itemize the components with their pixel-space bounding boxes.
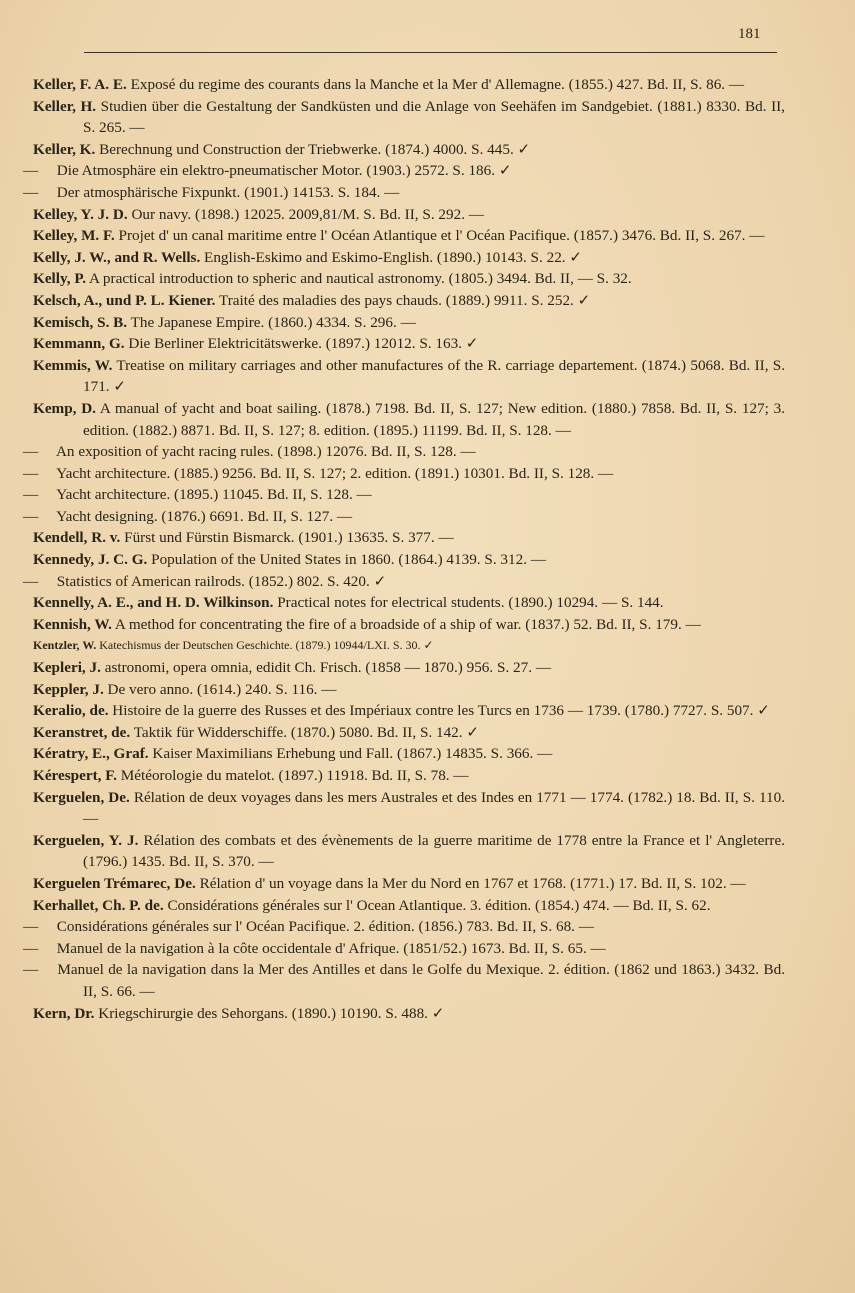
entry-text: Practical notes for electrical students. (1890.) 10294. — S. 144.	[277, 594, 664, 612]
entry-author: Keranstret, de.	[33, 723, 131, 741]
entry-author: Kemmis, W.	[33, 356, 113, 374]
entry-text: Exposé du regime des courants dans la Manche et la Mer d' Allemagne. (1855.) 427. Bd. II, S. 86. —	[130, 76, 745, 93]
entry-text: Météorologie du matelot. (1897.) 11918. Bd. II, S. 78. —	[120, 767, 469, 784]
entry-author: Kérespert, F.	[33, 767, 117, 784]
catalog-entry	[33, 635, 785, 657]
entry-text: Population of the United States in 1860. (1864.) 4139. S. 312. —	[151, 551, 546, 569]
catalog-entry	[33, 74, 785, 96]
catalog-entry	[33, 204, 785, 226]
catalog-entry	[33, 355, 785, 398]
entry-author: Kemisch, S. B.	[33, 313, 128, 331]
entry-text: A practical introduction to spheric and nautical astronomy. (1805.) 3494. Bd. II, — S. 32.	[89, 270, 632, 288]
entry-text: Treatise on military carriages and other manufactures of the R. carriage departement. (1874.) 5068. Bd. II, S. 171. ✓	[83, 356, 785, 396]
catalog-entry	[33, 657, 785, 679]
entry-text: English-Eskimo and Eskimo-English. (1890.) 10143. S. 22. ✓	[204, 248, 583, 266]
entry-text: Rélation des combats et des évènements de la guerre maritime de 1778 entre la France et l' Angleterre. (1796.) 1435. Bd. II, S. 370. —	[83, 831, 786, 871]
catalog-entry	[33, 333, 785, 355]
entry-author: Keller, H.	[33, 97, 97, 115]
entry-author: Kerhallet, Ch. P. de.	[33, 896, 164, 914]
catalog-entry: — Yacht architecture. (1895.) 11045. Bd. II, S. 128. —	[23, 486, 372, 504]
page-number: 181	[738, 26, 761, 42]
entry-author: Kelsch, A., und P. L. Kiener.	[33, 291, 216, 309]
entry-text: Taktik für Widderschiffe. (1870.) 5080. Bd. II, S. 142. ✓	[133, 723, 480, 741]
entry-author: Kelly, J. W., and R. Wells.	[33, 248, 201, 266]
entry-author: Kennish, W.	[33, 615, 112, 633]
entry-text: A manual of yacht and boat sailing. (1878.) 7198. Bd. II, S. 127; New edition. (1880.) 7858. Bd. II, S. 127; 3. edition. (1882.) 8871. Bd. II, S. 127; 8. edition. (1895.) 11199. Bd. II, S. 128. —	[83, 399, 786, 439]
entry-author: Kelley, Y. J. D.	[33, 205, 128, 223]
catalog-entry	[33, 398, 785, 441]
entry-text: Yacht architecture. (1895.) 11045. Bd. II, S. 128. —	[56, 486, 372, 504]
catalog-entry	[33, 700, 785, 722]
header-rule	[84, 52, 777, 53]
entry-author: Kerguelen Trémarec, De.	[33, 874, 196, 892]
entry-text: Yacht architecture. (1885.) 9256. Bd. II, S. 127; 2. edition. (1891.) 10301. Bd. II, S. 128. —	[56, 464, 614, 482]
entry-text: Yacht designing. (1876.) 6691. Bd. II, S. 127. —	[56, 507, 353, 525]
catalog-entry	[33, 614, 785, 636]
catalog-entry	[33, 225, 785, 247]
entry-text: De vero anno. (1614.) 240. S. 116. —	[107, 680, 337, 698]
catalog-entry	[33, 873, 785, 895]
entry-text: Die Berliner Elektricitätswerke. (1897.) 12012. S. 163. ✓	[128, 335, 479, 353]
catalog-entry	[33, 549, 785, 571]
entry-text: Kaiser Maximilians Erhebung und Fall. (1867.) 14835. S. 366. —	[152, 745, 553, 763]
entry-text: An exposition of yacht racing rules. (1898.) 12076. Bd. II, S. 128. —	[55, 443, 476, 461]
catalog-entry: — Manuel de la navigation à la côte occidentale d' Afrique. (1851/52.) 1673. Bd. II, S. 65. —	[23, 939, 606, 957]
entry-author: Kemp, D.	[33, 399, 96, 417]
entry-author: Kepleri, J.	[33, 659, 101, 677]
catalog-entry: — Yacht designing. (1876.) 6691. Bd. II, S. 127. —	[23, 507, 353, 525]
entry-text: Histoire de la guerre des Russes et des Impériaux contre les Turcs en 1736 — 1739. (1780.) 7727. S. 507. ✓	[112, 702, 770, 720]
entry-text: Our navy. (1898.) 12025. 2009,81/M. S. Bd. II, S. 292. —	[131, 205, 484, 223]
catalog-entry	[33, 312, 785, 334]
entry-author: Kerguelen, Y. J.	[33, 831, 139, 849]
entry-text: Statistics of American railrods. (1852.) 802. S. 420. ✓	[56, 572, 387, 590]
entry-text: The Japanese Empire. (1860.) 4334. S. 296. —	[130, 313, 416, 331]
catalog-entry	[33, 1003, 785, 1025]
catalog-entry	[33, 679, 785, 701]
entry-author: Kelley, M. F.	[33, 227, 115, 245]
entry-author: Keppler, J.	[33, 680, 104, 698]
entry-author: Kelly, P.	[33, 270, 87, 288]
catalog-entry	[33, 722, 785, 744]
entry-author: Kennelly, A. E., and H. D. Wilkinson.	[33, 594, 274, 612]
catalog-entry	[33, 290, 785, 312]
entry-text: Rélation de deux voyages dans les mers Australes et des Indes en 1771 — 1774. (1782.) 18. Bd. II, S. 110. —	[83, 788, 785, 828]
entry-text: Manuel de la navigation dans la Mer des Antilles et dans le Golfe du Mexique. 2. édition. (1862 und 1863.) 3432. Bd. II, S. 66. —	[57, 961, 786, 1000]
catalog-entries	[23, 74, 786, 1024]
entry-text: Projet d' un canal maritime entre l' Océan Atlantique et l' Océan Pacifique. (1857.) 3476. Bd. II, S. 267. —	[118, 227, 765, 245]
entry-text: Fürst und Fürstin Bismarck. (1901.) 13635. S. 377. —	[124, 529, 454, 547]
entry-author: Kennedy, J. C. G.	[33, 551, 148, 569]
catalog-entry: — Considérations générales sur l' Océan Pacifique. 2. édition. (1856.) 783. Bd. II, S. 68. —	[23, 918, 594, 936]
entry-text: Berechnung und Construction der Triebwerke. (1874.) 4000. S. 445. ✓	[99, 140, 531, 158]
entry-author: Kendell, R. v.	[33, 529, 121, 547]
catalog-entry	[33, 139, 785, 161]
catalog-entry: — Yacht architecture. (1885.) 9256. Bd. II, S. 127; 2. edition. (1891.) 10301. Bd. II, S. 128. —	[23, 464, 614, 482]
entry-text: astronomi, opera omnia, edidit Ch. Frisch. (1858 — 1870.) 956. S. 27. —	[104, 659, 552, 677]
entry-text: Considérations générales sur l' Ocean Atlantique. 3. édition. (1854.) 474. — Bd. II, S. 62.	[167, 896, 711, 914]
entry-text: Rélation d' un voyage dans la Mer du Nord en 1767 et 1768. (1771.) 17. Bd. II, S. 102. —	[199, 874, 746, 892]
entry-text: Considérations générales sur l' Océan Pacifique. 2. édition. (1856.) 783. Bd. II, S. 68. —	[56, 918, 594, 936]
entry-author: Kemmann, G.	[33, 335, 125, 353]
entry-author: Kerguelen, De.	[33, 788, 130, 806]
entry-text: Manuel de la navigation à la côte occidentale d' Afrique. (1851/52.) 1673. Bd. II, S. 65. —	[56, 939, 606, 957]
catalog-entry: — Die Atmosphäre ein elektro-pneumatischer Motor. (1903.) 2572. S. 186. ✓	[23, 162, 512, 180]
entry-text: Katechismus der Deutschen Geschichte. (1879.) 10944/LXI. S. 30. ✓	[99, 638, 434, 653]
catalog-entry: — Der atmosphärische Fixpunkt. (1901.) 14153. S. 184. —	[23, 183, 400, 201]
entry-text: Der atmosphärische Fixpunkt. (1901.) 14153. S. 184. —	[56, 183, 400, 201]
catalog-entry	[33, 96, 785, 139]
catalog-entry	[33, 895, 785, 917]
entry-author: Kern, Dr.	[33, 1004, 95, 1022]
catalog-entry	[33, 247, 785, 269]
catalog-entry	[33, 592, 785, 614]
entry-author: Kératry, E., Graf.	[33, 745, 149, 763]
entry-author: Keralio, de.	[33, 702, 109, 720]
entry-text: Kriegschirurgie des Sehorgans. (1890.) 10190. S. 488. ✓	[98, 1004, 445, 1022]
entry-author: Keller, K.	[33, 140, 96, 158]
entry-text: A method for concentrating the fire of a broadside of a ship of war. (1837.) 52. Bd. II, S. 179. —	[114, 615, 701, 633]
catalog-entry: — An exposition of yacht racing rules. (1898.) 12076. Bd. II, S. 128. —	[23, 443, 476, 461]
entry-author: Kentzler, W.	[33, 638, 97, 653]
catalog-entry	[33, 527, 785, 549]
catalog-entry	[33, 765, 785, 787]
catalog-entry	[33, 743, 785, 765]
entry-text: Studien über die Gestaltung der Sandküsten und die Anlage von Seehäfen im Sandgebiet. (1881.) 8330. Bd. II, S. 265. —	[83, 97, 785, 137]
entry-text: Die Atmosphäre ein elektro-pneumatischer Motor. (1903.) 2572. S. 186. ✓	[56, 162, 512, 180]
catalog-entry: — Manuel de la navigation dans la Mer des Antilles et dans le Golfe du Mexique. 2. édition. (1862 und 1863.) 3432. Bd. II, S. 66. —	[23, 961, 786, 1000]
entry-text: Traité des maladies des pays chauds. (1889.) 9911. S. 252. ✓	[218, 291, 591, 309]
catalog-entry	[33, 787, 785, 830]
catalog-entry	[33, 830, 785, 873]
catalog-entry	[33, 268, 785, 290]
catalog-entry: — Statistics of American railrods. (1852.) 802. S. 420. ✓	[23, 572, 387, 590]
entry-author: Keller, F. A. E.	[33, 76, 127, 93]
